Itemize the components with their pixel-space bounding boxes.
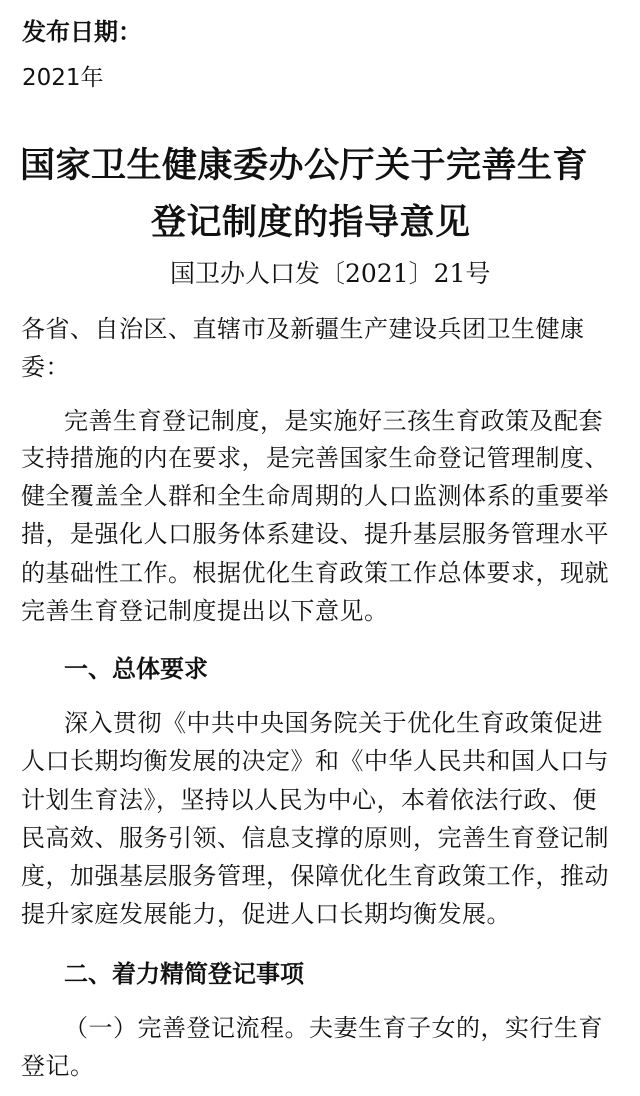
intro-paragraph-line-4: 措，是强化人口服务体系建设、提升基层服务管理水平 — [21, 520, 609, 548]
document-title-line-2: 登记制度的指导意见 — [151, 203, 471, 243]
intro-paragraph-line-6: 完善生育登记制度提出以下意见。 — [21, 597, 389, 625]
section2-line-2: 登记。 — [21, 1052, 95, 1080]
document-title-line-1: 国家卫生健康委办公厅关于完善生育 — [20, 146, 589, 186]
section1-line-6: 提升家庭发展能力，促进人口长期均衡发展。 — [21, 900, 511, 928]
intro-paragraph-line-1: 完善生育登记制度，是实施好三孩生育政策及配套 — [64, 407, 603, 435]
publish-date-value: 2021年 — [22, 65, 104, 91]
section-heading-simplify-registration: 二、着力精简登记事项 — [64, 960, 304, 988]
section-heading-overall-requirements: 一、总体要求 — [64, 655, 208, 683]
document-number: 国卫办人口发〔2021〕21号 — [170, 259, 491, 288]
section1-line-3: 计划生育法》，坚持以人民为中心，本着依法行政、便 — [21, 786, 597, 814]
section1-line-2: 人口长期均衡发展的决定》和《中华人民共和国人口与 — [21, 747, 609, 775]
intro-paragraph-line-2: 支持措施的内在要求，是完善国家生命登记管理制度、 — [21, 444, 609, 472]
intro-paragraph-line-5: 的基础性工作。根据优化生育政策工作总体要求，现就 — [21, 559, 609, 587]
section1-line-4: 民高效、服务引领、信息支撑的原则，完善生育登记制 — [21, 824, 609, 852]
recipient-line-1: 各省、自治区、直辖市及新疆生产建设兵团卫生健康 — [21, 315, 585, 343]
recipient-line-2: 委： — [21, 353, 70, 381]
publish-date-label: 发布日期： — [22, 18, 142, 46]
section2-line-1: （一）完善登记流程。夫妻生育子女的，实行生育 — [64, 1014, 603, 1042]
section1-line-5: 度，加强基层服务管理，保障优化生育政策工作，推动 — [21, 862, 609, 890]
intro-paragraph-line-3: 健全覆盖全人群和全生命周期的人口监测体系的重要举 — [21, 482, 609, 510]
section1-line-1: 深入贯彻《中共中央国务院关于优化生育政策促进 — [64, 709, 603, 737]
